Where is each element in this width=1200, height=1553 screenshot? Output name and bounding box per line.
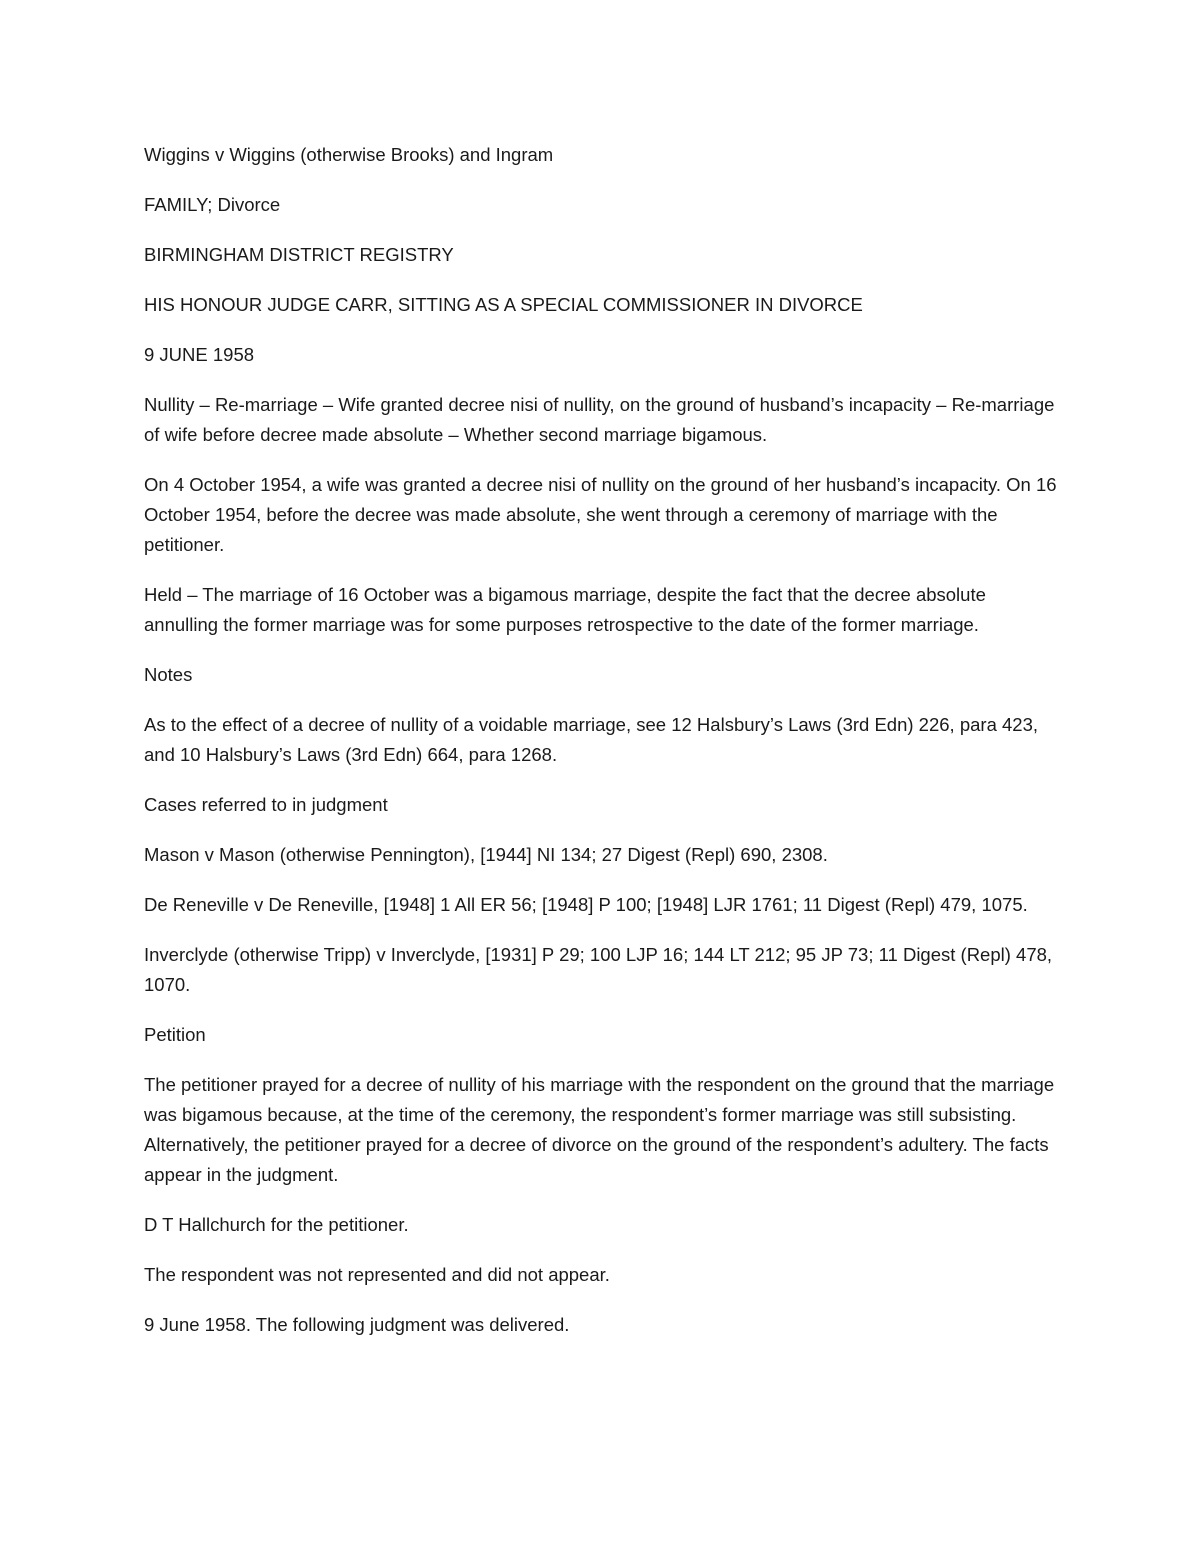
held-paragraph: Held – The marriage of 16 October was a bigamous marriage, despite the fact that the decree absolute annulling the former marriage was for some purposes retrospective to the date of the former marriage. [144,584,986,635]
case-citation: De Reneville v De Reneville, [1948] 1 All ER 56; [1948] P 100; [1948] LJR 1761; 11 Digest (Repl) 479, 1075. [144,894,1028,915]
subject-line: FAMILY; Divorce [144,194,281,215]
petition-paragraph: The petitioner prayed for a decree of nullity of his marriage with the respondent on the ground that the marriage was bigamous because, at the time of the ceremony, the respondent’s former marriage was still subsisting. Alternatively, the petitioner prayed for a decree of divorce on the ground of the respondent’s adultery. The facts appear in the judgment. [144,1074,1055,1185]
notes-heading: Notes [144,664,193,685]
facts-paragraph: On 4 October 1954, a wife was granted a decree nisi of nullity on the ground of her husband’s incapacity. On 16 October 1954, before the decree was made absolute, she went through a ceremony of marriage with the petitioner. [144,474,1057,555]
cases-heading: Cases referred to in judgment [144,794,388,815]
counsel-line: D T Hallchurch for the petitioner. [144,1214,409,1235]
judge-line: HIS HONOUR JUDGE CARR, SITTING AS A SPECIAL COMMISSIONER IN DIVORCE [144,294,863,315]
catchwords-paragraph: Nullity – Re-marriage – Wife granted decree nisi of nullity, on the ground of husband’s incapacity – Re-marriage of wife before decree made absolute – Whether second marriage bigamous. [144,394,1055,445]
document-body [144,140,1064,1360]
hearing-date: 9 JUNE 1958 [144,344,255,365]
case-citation: Mason v Mason (otherwise Pennington), [1944] NI 134; 27 Digest (Repl) 690, 2308. [144,844,828,865]
judgment-intro: 9 June 1958. The following judgment was delivered. [144,1314,570,1335]
notes-paragraph: As to the effect of a decree of nullity of a voidable marriage, see 12 Halsbury’s Laws (3rd Edn) 226, para 423, and 10 Halsbury’s Laws (3rd Edn) 664, para 1268. [144,714,1038,765]
case-title: Wiggins v Wiggins (otherwise Brooks) and Ingram [144,144,554,165]
respondent-line: The respondent was not represented and did not appear. [144,1264,610,1285]
registry-line: BIRMINGHAM DISTRICT REGISTRY [144,244,454,265]
case-citation: Inverclyde (otherwise Tripp) v Inverclyde, [1931] P 29; 100 LJP 16; 144 LT 212; 95 JP 73; 11 Digest (Repl) 478, 1070. [144,944,1053,995]
petition-heading: Petition [144,1024,206,1045]
